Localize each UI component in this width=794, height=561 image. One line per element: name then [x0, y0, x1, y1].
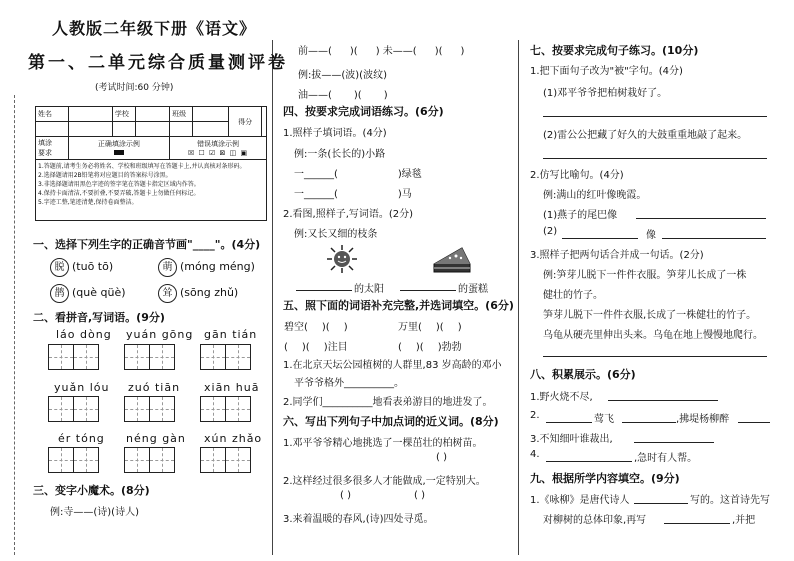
char-circle: 鹊: [50, 284, 69, 303]
writing-grid[interactable]: [124, 344, 174, 370]
answer-line[interactable]: [296, 290, 352, 291]
q5-row: [398, 338, 462, 353]
text: )(: [434, 46, 443, 57]
answer-line[interactable]: [400, 290, 456, 291]
transform-example: 例:拔——(波)(波纹): [298, 70, 387, 81]
column-divider: [272, 40, 273, 555]
q8-line: 1.野火烧不尽,: [530, 392, 593, 403]
q7-prompt: 像: [646, 230, 656, 241]
note-line: 3.非选择题请用黑色字迹的签字笔在答题卡指定区域内作答。: [38, 181, 200, 188]
answer-line[interactable]: [546, 461, 632, 462]
wrong-example-label: 错误填涂示例: [197, 140, 240, 148]
q8-line: 4.: [530, 449, 540, 460]
info-table: [35, 106, 267, 221]
q4-heading: 四、按要求完成词语练习。(6分): [283, 105, 444, 118]
writing-grid[interactable]: [48, 344, 98, 370]
writing-grid[interactable]: [200, 344, 250, 370]
transform-row: [298, 86, 388, 101]
q5-row: [284, 338, 348, 353]
text: )绿毯: [397, 169, 422, 180]
binding-dash: [14, 95, 15, 555]
correct-example-label: 正确填涂示例: [97, 140, 140, 148]
text: )(: [435, 322, 444, 333]
text: (: [398, 342, 402, 353]
q8-line: ,拂堤杨柳醉: [676, 414, 730, 425]
transform-row: [298, 42, 464, 57]
q5-row: [284, 318, 348, 333]
text: 碧空(: [284, 322, 308, 333]
column-divider: [518, 40, 519, 555]
q6-sentence: 2.这样经过很多很多人才能做成,一定特别大。: [283, 476, 486, 487]
writing-grid[interactable]: [48, 396, 98, 422]
writing-grid[interactable]: [200, 447, 250, 473]
correct-example: [68, 137, 170, 160]
text: )(: [301, 342, 310, 353]
text: )(: [353, 90, 362, 101]
text: )勃勃: [437, 342, 462, 353]
name-label: 姓名: [36, 107, 69, 122]
char-circle: 萌: [158, 258, 177, 277]
q8-heading: 八、积累展示。(6分): [530, 368, 636, 381]
q9-line: 对柳树的总体印象,再写: [543, 515, 647, 526]
wrong-marks-icon: ☒ ☐ ☑ ⊠ ◫ ▣: [188, 149, 249, 157]
q4-line: [294, 165, 422, 180]
answer-line[interactable]: [543, 356, 767, 357]
q4-sub2: 2.看图,照样子,写词语。(2分): [283, 209, 414, 220]
q6-sentence: 3.来着温暖的春风,(诗)四处寻觅。: [283, 514, 434, 525]
answer-paren[interactable]: ( ): [414, 490, 425, 501]
q1-item: [50, 258, 113, 277]
char-circle: 脱: [50, 258, 69, 277]
text: 油——(: [298, 90, 332, 101]
text: (: [284, 342, 288, 353]
q7-example: 例:笋芽儿脱下一件件衣服。笋芽儿长成了一株: [543, 270, 747, 281]
pinyin-label: yuán gōng: [126, 328, 194, 341]
q7-example: 健壮的竹子。: [543, 290, 603, 301]
text: )注目: [323, 342, 348, 353]
q5-row: [398, 318, 462, 333]
wrong-example: [170, 137, 267, 160]
q9-line: 1.《咏柳》是唐代诗人: [530, 495, 630, 506]
q6-sentence: 1.邓平爷爷精心地挑选了一棵茁壮的柏树苗。: [283, 438, 483, 449]
sun-icon: [326, 244, 358, 274]
q2-heading: 二、看拼音,写词语。(9分): [33, 311, 165, 324]
text: 一______(: [294, 189, 338, 200]
answer-line[interactable]: [662, 238, 766, 239]
exam-notes: [36, 160, 267, 221]
text: )(: [349, 46, 358, 57]
pinyin-options[interactable]: (què qüè): [72, 286, 126, 299]
text: )马: [397, 189, 412, 200]
pinyin-options[interactable]: (sōng zhǔ): [180, 286, 239, 299]
pinyin-label: zuó tiān: [128, 381, 181, 394]
char-circle: 耸: [158, 284, 177, 303]
pinyin-label: néng gàn: [126, 432, 186, 445]
pinyin-label: gān tián: [204, 328, 258, 341]
filled-box-icon: [114, 150, 124, 155]
q4-example2: 例:又长又细的枝条: [294, 229, 378, 240]
page-subtitle: 第一、二单元综合质量测评卷: [28, 53, 288, 73]
q9-heading: 九、根据所学内容填空。(9分): [530, 472, 680, 485]
q7-sub3: 3.照样子把两句话合并成一句话。(2分): [530, 250, 704, 261]
q3-example: 例:寺——(诗)(诗人): [50, 507, 139, 518]
q5-sentence: 2.同学们__________地看表弟游目的地进发了。: [283, 397, 493, 408]
q4-sub1: 1.照样子填词语。(4分): [283, 128, 387, 139]
score-label: 得分: [229, 107, 262, 137]
q5-sentence: 平爷爷格外__________。: [294, 378, 404, 389]
q9-line: ,并把: [732, 515, 756, 526]
q8-line: ,急时有人帮。: [634, 453, 698, 464]
school-label: 学校: [112, 107, 135, 122]
pinyin-label: xiān huā: [204, 381, 260, 394]
q8-line: 2.: [530, 410, 540, 421]
answer-line[interactable]: [634, 503, 688, 504]
text: ): [457, 322, 462, 333]
pinyin-options[interactable]: (tuō tō): [72, 260, 114, 273]
q1-item: [158, 284, 238, 303]
answer-line[interactable]: [543, 116, 767, 117]
answer-line[interactable]: [546, 422, 592, 423]
text: ) 未——(: [375, 46, 417, 57]
text: )(: [415, 342, 424, 353]
q4-line: [294, 185, 412, 200]
note-line: 1.答题前,请考生务必将姓名、学校和班级填写在答题卡上,并认真核对条形码。: [38, 163, 246, 170]
answer-line[interactable]: [636, 218, 766, 219]
answer-line[interactable]: [562, 238, 638, 239]
fill-label-2: 要求: [38, 149, 52, 157]
answer-line[interactable]: [608, 400, 718, 401]
note-line: 4.保持卡面清洁,不要折叠,不要弄破,答题卡上勿做任何标记。: [38, 190, 200, 197]
q8-line: 3.不知细叶谁裁出,: [530, 434, 613, 445]
q1-heading: 一、选择下列生字的正确音节画"____"。(4分): [33, 238, 261, 251]
text: 万里(: [398, 322, 422, 333]
pinyin-label: yuǎn lóu: [54, 381, 110, 394]
q1-item: [50, 284, 126, 303]
q7-sub2: 2.仿写比喻句。(4分): [530, 170, 624, 181]
answer-paren[interactable]: ( ): [436, 452, 447, 463]
pinyin-label: láo dòng: [56, 328, 112, 341]
q7-example: 笋芽儿脱下一件件衣服,长成了一株健壮的竹子。: [543, 310, 757, 321]
writing-grid[interactable]: [200, 396, 250, 422]
pinyin-label: xún zhǎo: [204, 432, 263, 445]
text: )(: [321, 322, 330, 333]
q7-sentence: 乌龟从硬壳里伸出头来。乌龟在地上慢慢地爬行。: [543, 330, 763, 341]
answer-line[interactable]: [738, 422, 770, 423]
writing-grid[interactable]: [48, 447, 98, 473]
fill-label-1: 填涂: [38, 139, 52, 147]
q4-example: 例:一条(长长的)小路: [294, 149, 386, 160]
text: 前——(: [298, 46, 332, 57]
q5-sentence: 1.在北京天坛公园植树的人群里,83 岁高龄的邓小: [283, 360, 502, 371]
pinyin-label: ér tóng: [58, 432, 105, 445]
answer-line[interactable]: [543, 158, 767, 159]
text: ): [460, 46, 465, 57]
q3-heading: 三、变字小魔术。(8分): [33, 484, 150, 497]
page-title: 人教版二年级下册《语文》: [52, 19, 257, 38]
q7-sub1: 1.把下面句子改为"被"字句。(4分): [530, 66, 683, 77]
q7-example: 例:满山的红叶像晚霞。: [543, 190, 647, 201]
q5-heading: 五、照下面的词语补充完整,并选词填空。(6分): [283, 299, 514, 312]
sun-caption: 的太阳: [354, 284, 384, 295]
text: ): [383, 90, 388, 101]
fill-requirement-label: [36, 137, 69, 160]
q7-prompt: (1)燕子的尾巴像: [543, 210, 618, 221]
q7-prompt: (2): [543, 226, 558, 237]
q8-line: 莺飞: [594, 414, 614, 425]
q6-heading: 六、写出下列句子中加点词的近义词。(8分): [283, 415, 499, 428]
note-line: 5.字迹工整,笔迹清楚,保持卷面整洁。: [38, 199, 138, 206]
text: 一______(: [294, 169, 338, 180]
q1-item: [158, 258, 255, 277]
writing-grid[interactable]: [124, 396, 174, 422]
writing-grid[interactable]: [124, 447, 174, 473]
answer-line[interactable]: [634, 442, 714, 443]
text: ): [343, 322, 348, 333]
class-label: 班级: [170, 107, 193, 122]
answer-paren[interactable]: ( ): [340, 490, 351, 501]
pinyin-options[interactable]: (móng méng): [180, 260, 255, 273]
q9-line: 写的。这首诗先写: [690, 495, 770, 506]
q7-sentence: (1)邓平爷爷把柏树栽好了。: [543, 88, 668, 99]
answer-line[interactable]: [622, 422, 676, 423]
cake-caption: 的蛋糕: [458, 284, 488, 295]
cake-icon: [432, 242, 472, 274]
q7-sentence: (2)雷公公把藏了好久的大鼓重重地敲了起来。: [543, 130, 748, 141]
note-line: 2.选择题请用2B铅笔将对应题目的答案标号涂黑。: [38, 172, 172, 179]
answer-line[interactable]: [664, 523, 730, 524]
q7-heading: 七、按要求完成句子练习。(10分): [530, 44, 699, 57]
exam-time: (考试时间:60 分钟): [95, 83, 174, 93]
